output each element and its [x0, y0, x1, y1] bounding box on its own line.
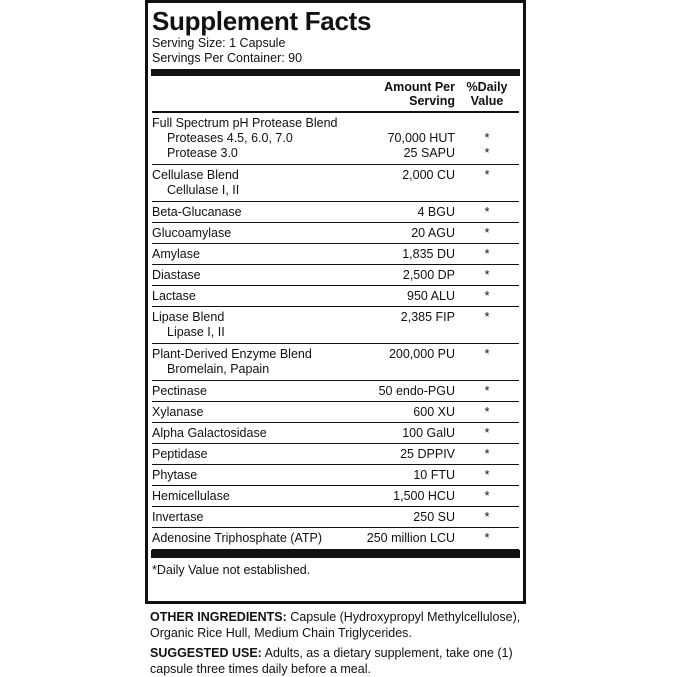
nutrient-row [152, 307, 519, 344]
sub-ingredient-name: Proteases 4.5, 6.0, 7.0 [167, 131, 293, 145]
nutrient-amount: 20 AGU [411, 226, 455, 240]
sub-ingredient-name: Protease 3.0 [167, 146, 238, 160]
suggested-use [150, 645, 530, 677]
nutrient-amount: 50 endo-PGU [378, 384, 455, 398]
nutrient-daily-value: * [484, 226, 490, 240]
thick-divider [151, 69, 520, 76]
serving-size: Serving Size: 1 Capsule [152, 36, 286, 50]
nutrient-daily-value: * [484, 289, 490, 303]
daily-value-header: %Daily Value [466, 79, 508, 108]
sub-ingredient-name: Cellulase I, II [167, 183, 240, 197]
nutrient-name: Lactase [152, 289, 196, 303]
nutrient-name: Pectinase [152, 384, 207, 398]
nutrient-name: Alpha Galactosidase [152, 426, 267, 440]
nutrient-row [152, 113, 519, 165]
nutrient-name: Phytase [152, 468, 198, 482]
other-ingredients-text: Capsule (Hydroxypropyl Methylcellulose), Organic Rice Hull, Medium Chain Triglycerides. [150, 610, 521, 640]
nutrient-amount: 250 million LCU [366, 531, 455, 545]
nutrient-name: Xylanase [152, 405, 204, 419]
nutrient-daily-value: * [484, 405, 490, 419]
suggested-use-label: SUGGESTED USE: [150, 646, 262, 660]
panel-title: Supplement Facts [152, 6, 372, 36]
nutrient-row [152, 286, 519, 307]
nutrient-name: Diastase [152, 268, 201, 282]
sub-ingredient-amount: 25 SAPU [403, 146, 455, 160]
nutrient-name: Peptidase [152, 447, 208, 461]
nutrient-daily-value: * [484, 310, 490, 324]
nutrient-name: Lipase Blend [152, 310, 225, 324]
nutrient-amount: 2,000 CU [402, 168, 455, 182]
nutrient-row [152, 402, 519, 423]
nutrient-name: Plant-Derived Enzyme Blend [152, 347, 312, 361]
column-header [152, 76, 519, 113]
sub-ingredient-daily-value: * [484, 131, 490, 145]
nutrient-name: Hemicellulase [152, 489, 230, 503]
nutrient-name: Full Spectrum pH Protease Blend [152, 116, 338, 130]
servings-per-container: Servings Per Container: 90 [152, 51, 303, 65]
nutrient-name: Cellulase Blend [152, 168, 239, 182]
nutrient-row [152, 381, 519, 402]
footnote: *Daily Value not established. [152, 563, 311, 577]
nutrient-row [152, 465, 519, 486]
nutrient-amount: 100 GalU [402, 426, 455, 440]
nutrient-amount: 4 BGU [417, 205, 455, 219]
nutrient-daily-value: * [484, 426, 490, 440]
nutrient-name: Glucoamylase [152, 226, 232, 240]
nutrient-daily-value: * [484, 268, 490, 282]
nutrient-row [152, 344, 519, 381]
nutrient-daily-value: * [484, 205, 490, 219]
nutrient-daily-value: * [484, 168, 490, 182]
nutrient-row [152, 423, 519, 444]
nutrient-rows [152, 113, 519, 550]
sub-ingredient-daily-value [455, 183, 519, 198]
supplement-facts-panel [145, 0, 526, 604]
nutrient-name: Adenosine Triphosphate (ATP) [152, 531, 323, 545]
nutrient-row [152, 223, 519, 244]
nutrient-name: Beta-Glucanase [152, 205, 242, 219]
suggested-use-text: Adults, as a dietary supplement, take one (1) capsule three times daily before a meal. [150, 646, 513, 676]
other-ingredients-label: OTHER INGREDIENTS: [150, 610, 287, 624]
nutrient-amount: 250 SU [413, 510, 455, 524]
thick-divider-bottom [151, 550, 520, 558]
nutrient-daily-value: * [484, 468, 490, 482]
nutrient-row [152, 265, 519, 286]
nutrient-daily-value: * [484, 447, 490, 461]
nutrient-row [152, 244, 519, 265]
sub-ingredient-amount: 70,000 HUT [387, 131, 455, 145]
nutrient-amount: 600 XU [413, 405, 455, 419]
nutrient-amount: 1,500 HCU [393, 489, 455, 503]
sub-ingredient-daily-value: * [484, 146, 490, 160]
nutrient-daily-value: * [484, 531, 490, 545]
nutrient-row [152, 528, 519, 550]
nutrient-row [152, 507, 519, 528]
sub-ingredient-daily-value [455, 362, 519, 377]
nutrient-daily-value: * [484, 247, 490, 261]
nutrient-row [152, 165, 519, 202]
nutrient-row [152, 486, 519, 507]
sub-ingredient-name: Bromelain, Papain [167, 362, 270, 376]
sub-ingredient-name: Lipase I, II [167, 325, 225, 339]
nutrient-amount: 25 DPPIV [400, 447, 455, 461]
other-ingredients [150, 609, 530, 641]
nutrient-amount: 2,385 FIP [400, 310, 455, 324]
sub-ingredient-amount [350, 362, 455, 377]
nutrient-daily-value: * [484, 384, 490, 398]
sub-ingredient-amount [350, 325, 455, 340]
nutrient-row [152, 202, 519, 223]
nutrient-daily-value: * [484, 489, 490, 503]
sub-ingredient-amount [350, 183, 455, 198]
nutrient-amount: 1,835 DU [402, 247, 455, 261]
nutrient-amount: 10 FTU [413, 468, 455, 482]
nutrient-daily-value: * [484, 510, 490, 524]
nutrient-amount: 950 ALU [407, 289, 455, 303]
nutrient-amount [350, 116, 455, 131]
amount-header: Amount Per Serving [384, 79, 455, 108]
nutrient-name: Amylase [152, 247, 200, 261]
nutrient-amount: 200,000 PU [388, 347, 455, 361]
sub-ingredient-daily-value [455, 325, 519, 340]
nutrient-row [152, 444, 519, 465]
nutrient-daily-value: * [484, 347, 490, 361]
nutrient-name: Invertase [152, 510, 204, 524]
nutrient-daily-value [455, 116, 519, 131]
nutrient-amount: 2,500 DP [402, 268, 455, 282]
